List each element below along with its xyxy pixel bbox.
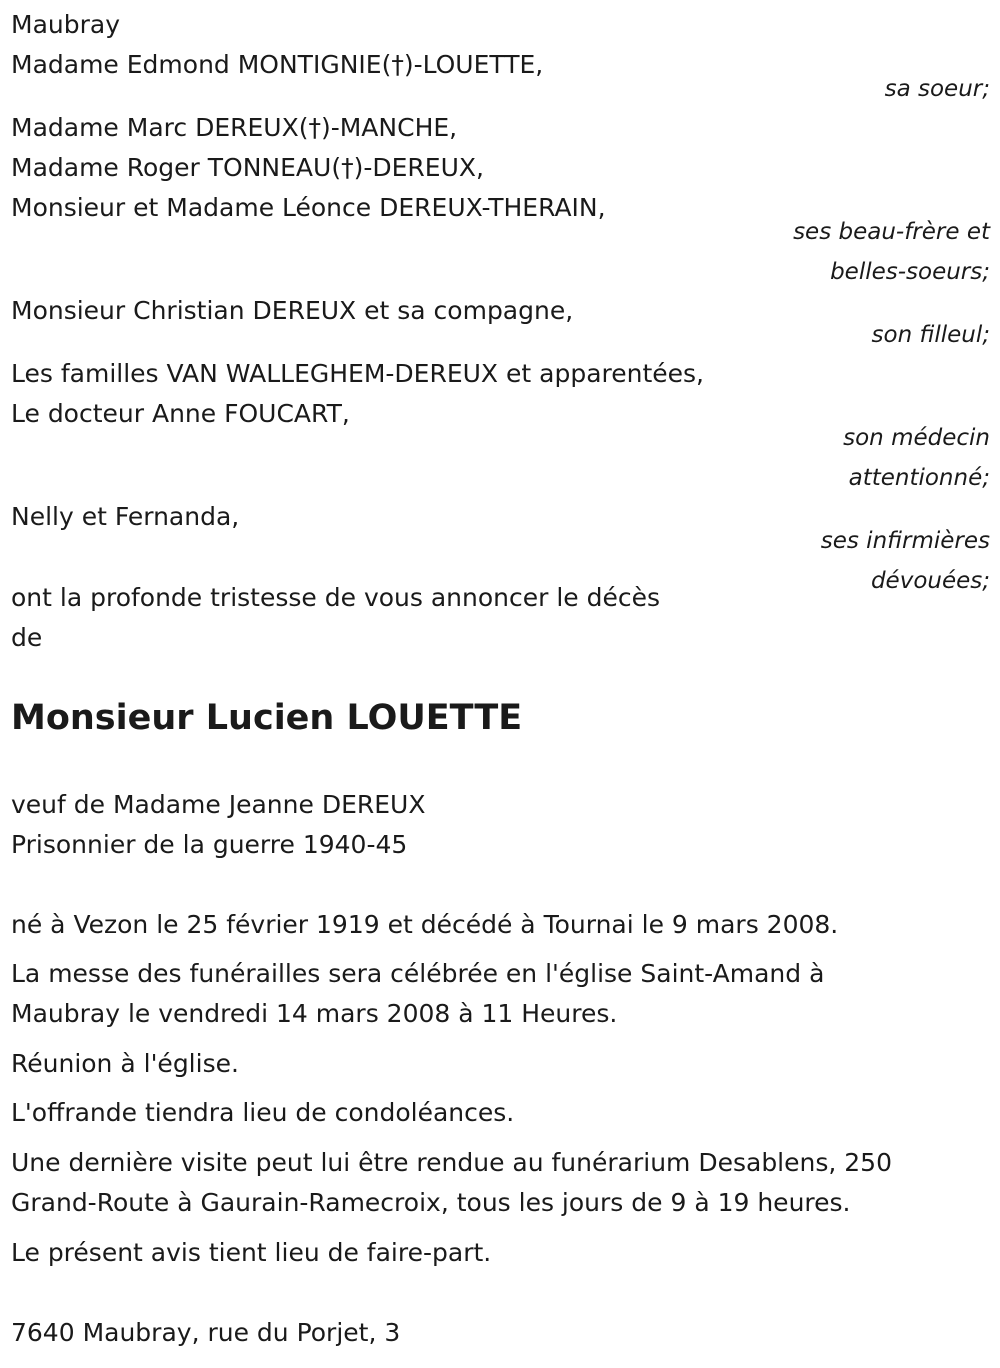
birth-death-info: né à Vezon le 25 février 1919 et décédé à Tournai le 9 mars 2008.	[11, 910, 839, 939]
relation-doctor-line1: son médecin	[843, 425, 990, 451]
notice-info: Le présent avis tient lieu de faire-part.	[11, 1238, 492, 1267]
relation-godson: son filleul;	[871, 322, 990, 348]
visit-info-line1: Une dernière visite peut lui être rendue au funérarium Desablens, 250	[11, 1148, 892, 1177]
offering-info: L'offrande tiendra lieu de condoléances.	[11, 1098, 515, 1127]
relation-nurses-line2: dévouées;	[870, 568, 990, 594]
deceased-name: Monsieur Lucien LOUETTE	[11, 698, 523, 738]
announcement-line1: ont la profonde tristesse de vous annoncer le décès	[11, 583, 661, 612]
deceased-title: Prisonnier de la guerre 1940-45	[11, 830, 408, 859]
relation-doctor-line2: attentionné;	[848, 465, 990, 491]
visit-info-line2: Grand-Route à Gaurain-Ramecroix, tous les jours de 9 à 19 heures.	[11, 1188, 851, 1217]
family-line-sister: Madame Edmond MONTIGNIE(†)-LOUETTE,	[11, 50, 544, 79]
meeting-info: Réunion à l'église.	[11, 1049, 239, 1078]
mass-info-line1: La messe des funérailles sera célébrée en l'église Saint-Amand à	[11, 959, 825, 988]
family-line-inlaw-3: Monsieur et Madame Léonce DEREUX-THERAIN,	[11, 193, 606, 222]
family-line-inlaw-2: Madame Roger TONNEAU(†)-DEREUX,	[11, 153, 484, 182]
announcement-line2: de	[11, 623, 43, 652]
relation-inlaws-line2: belles-soeurs;	[830, 259, 990, 285]
family-line-families: Les familles VAN WALLEGHEM-DEREUX et apparentées,	[11, 359, 705, 388]
family-line-inlaw-1: Madame Marc DEREUX(†)-MANCHE,	[11, 113, 458, 142]
family-line-doctor: Le docteur Anne FOUCART,	[11, 399, 350, 428]
relation-sister: sa soeur;	[884, 76, 990, 102]
address: 7640 Maubray, rue du Porjet, 3	[11, 1318, 401, 1347]
deceased-widow-of: veuf de Madame Jeanne DEREUX	[11, 790, 426, 819]
relation-nurses-line1: ses infirmières	[820, 528, 990, 554]
relation-inlaws-line1: ses beau-frère et	[793, 219, 990, 245]
family-line-place: Maubray	[11, 10, 120, 39]
family-line-godson: Monsieur Christian DEREUX et sa compagne,	[11, 296, 574, 325]
mass-info-line2: Maubray le vendredi 14 mars 2008 à 11 Heures.	[11, 999, 618, 1028]
family-line-nurses: Nelly et Fernanda,	[11, 502, 240, 531]
